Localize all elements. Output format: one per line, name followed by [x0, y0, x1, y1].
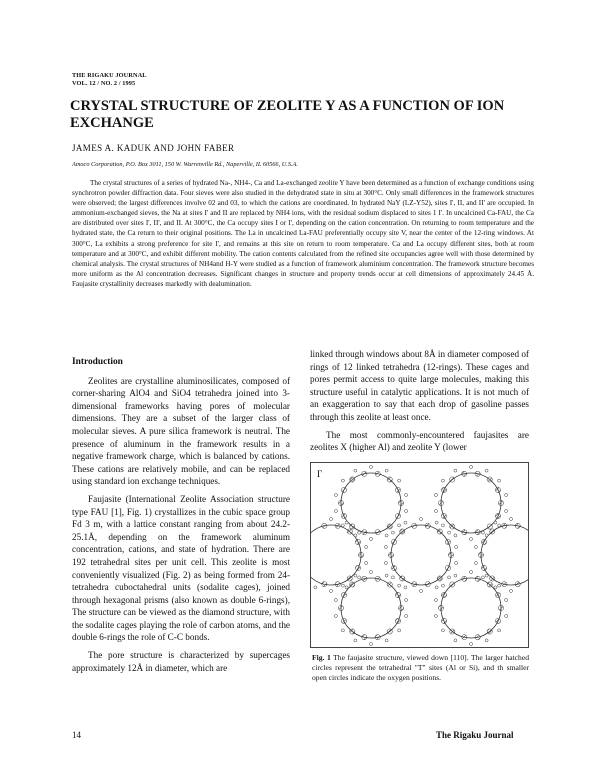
oxygen-site [404, 521, 407, 524]
oxygen-site [354, 639, 357, 642]
tetrahedral-site [338, 500, 343, 505]
oxygen-site [434, 615, 437, 618]
oxygen-site [330, 518, 333, 521]
tetrahedral-site [450, 477, 455, 482]
tetrahedral-site [481, 539, 486, 544]
oxygen-site [330, 590, 333, 593]
oxygen-site [358, 531, 361, 534]
oxygen-site [385, 534, 388, 537]
journal-name: THE RIGAKU JOURNAL [72, 72, 147, 79]
oxygen-site [494, 521, 497, 524]
oxygen-site [470, 538, 473, 541]
tetrahedral-site [350, 582, 355, 587]
tetrahedral-site [462, 576, 467, 581]
oxygen-site [505, 599, 508, 602]
tetrahedral-site [450, 582, 455, 587]
tetrahedral-site [448, 552, 453, 557]
oxygen-site [341, 479, 344, 482]
oxygen-site [434, 494, 437, 497]
tetrahedral-site [437, 529, 442, 534]
tetrahedral-site [515, 582, 520, 587]
tetrahedral-site [395, 487, 400, 492]
oxygen-site [485, 574, 488, 577]
tetrahedral-site [362, 530, 367, 535]
tetrahedral-site [395, 618, 400, 623]
oxygen-site [441, 524, 444, 527]
paper-authors: JAMES A. KADUK AND JOHN FABER [72, 143, 235, 153]
oxygen-site [334, 599, 337, 602]
page-number: 14 [72, 730, 81, 740]
tetrahedral-site [362, 635, 367, 640]
tetrahedral-site [375, 576, 380, 581]
tetrahedral-site [322, 523, 327, 528]
intro-paragraph-5: The most commonly-encountered faujasites are zeolites X (higher Al) and zeolite Y (lower [310, 429, 529, 453]
oxygen-site [334, 494, 337, 497]
oxygen-site [505, 615, 508, 618]
framework-ring [341, 578, 401, 638]
oxygen-site [398, 584, 401, 587]
oxygen-site [498, 629, 501, 632]
tetrahedral-site [502, 523, 507, 528]
oxygen-site [370, 538, 373, 541]
oxygen-site [341, 629, 344, 632]
oxygen-site [454, 574, 457, 577]
oxygen-site [435, 521, 438, 524]
tetrahedral-site [387, 582, 392, 587]
tetrahedral-site [462, 635, 467, 640]
oxygen-site [505, 494, 508, 497]
oxygen-site [354, 574, 357, 577]
tetrahedral-site [481, 565, 486, 570]
tetrahedral-site [391, 539, 396, 544]
tetrahedral-site [441, 487, 446, 492]
tetrahedral-site [438, 605, 443, 610]
oxygen-site [498, 479, 501, 482]
oxygen-site [454, 639, 457, 642]
left-column [72, 356, 290, 679]
tetrahedral-site [341, 618, 346, 623]
oxygen-site [510, 590, 513, 593]
figure-axis-label: Γ [317, 469, 323, 479]
tetrahedral-site [462, 471, 467, 476]
footer-journal-name: The Rigaku Journal [436, 730, 514, 740]
oxygen-site [354, 534, 357, 537]
oxygen-site [405, 510, 408, 513]
tetrahedral-site [387, 629, 392, 634]
tetrahedral-site [515, 523, 520, 528]
tetrahedral-site [445, 539, 450, 544]
oxygen-site [481, 576, 484, 579]
tetrahedral-site [350, 477, 355, 482]
oxygen-site [455, 562, 458, 565]
tetrahedral-site [495, 618, 500, 623]
oxygen-site [485, 469, 488, 472]
oxygen-site [494, 586, 497, 589]
oxygen-site [345, 521, 348, 524]
journal-header [72, 72, 147, 88]
framework-ring [441, 473, 501, 533]
oxygen-site [370, 571, 373, 574]
paper-affiliation: Amoco Corporation, P.O. Box 3011, 150 W. Warrenville Rd., Naperville, IL 60566, U.S.A. [72, 161, 298, 168]
tetrahedral-site [355, 539, 360, 544]
oxygen-site [448, 531, 451, 534]
tetrahedral-site [341, 487, 346, 492]
oxygen-site [441, 479, 444, 482]
figure-caption [312, 653, 529, 684]
tetrahedral-site [398, 500, 403, 505]
tetrahedral-site [335, 523, 340, 528]
oxygen-site [441, 629, 444, 632]
tetrahedral-site [387, 524, 392, 529]
tetrahedral-site [341, 513, 346, 518]
tetrahedral-site [462, 530, 467, 535]
tetrahedral-site [495, 513, 500, 518]
intro-paragraph-2: Faujasite (International Zeolite Association structure type FAU [1], Fig. 1) crystallizes in the cubic space group Fd 3 m, with a lattice constant ranging from about 24.2-25.1Å, depending on the framework aluminum concentration, cations, and state of hydration. There are 192 tetrahedral sites per unit cell. This zeolite is most conveniently visualized (Fig. 2) as being formed from 24-tetrahedra cuboctahedral units (sodalite cages), joined through hexagonal prisms (also known as double 6-rings), The structure can be viewed as the diamond structure, with the sodalite cages playing the role of carbon atoms, and the double 6-rings the role of C-C bonds. [72, 493, 290, 643]
paper-title: CRYSTAL STRUCTURE OF ZEOLITE Y AS A FUNCTION OF ION EXCHANGE [70, 98, 505, 131]
oxygen-site [470, 643, 473, 646]
oxygen-site [435, 586, 438, 589]
framework-ring [311, 525, 361, 585]
oxygen-site [398, 479, 401, 482]
tetrahedral-site [322, 582, 327, 587]
oxygen-site [385, 574, 388, 577]
oxygen-site [358, 576, 361, 579]
framework-ring [391, 525, 451, 585]
oxygen-site [391, 531, 394, 534]
abstract: The crystal structures of a series of hydrated Na-, NH4-, Ca and La-exchanged zeolite Y have been determined as a function of exchange conditions using synchrotron powder diffraction data. Four sieves were also studied in the dehydrated state in situ at 300°C. Only small differences in the framework structures were observed; the largest differences involve 02 and 03, to which the cations are coordinated. In hydrated NaY (LZ-Y52), sites I', II, and II' are occupied. In ammonium-exchanged sieves, the Na at sites I' and II are replaced by NH4 ions, with the residual sodium displaced to sites 1 I'. In uncalcined Ca-FAU, the Ca are distributed over sites I', II', and II. At 300°C, the Ca occupy sites I or I', depending on the cation concentration. On returning to room temperature and the hydrated state, the Ca return to their original positions. The La in uncalcined La-FAU preferentially occupy site V, near the center of the 12-ring windows. At 300°C, La exhibits a strong preference for site I', and remains at this site on return to room temperature. Ca and La occupy different sites, both at room temperature and at 300°C, and exhibit different mobility. The cation contents calculated from the refined site occupancies agree well with those determined by chemical analysis. The crystal structures of NH4and H-Y were studied as a function of framework aluminium concentration. The framework structure becomes more uniform as the Al concentration decreases. Significant changes in structure and property trends occur at cell dimensions of approximately 24.45 Å. Faujasite crystallinity decreases markedly with dealumination. [72, 179, 534, 288]
oxygen-site [370, 643, 373, 646]
tetrahedral-site [478, 552, 483, 557]
framework-ring [341, 473, 401, 533]
tetrahedral-site [350, 629, 355, 634]
tetrahedral-site [400, 576, 405, 581]
tetrahedral-site [395, 592, 400, 597]
oxygen-site [391, 576, 394, 579]
tetrahedral-site [487, 582, 492, 587]
tetrahedral-site [425, 523, 430, 528]
oxygen-site [365, 562, 368, 565]
tetrahedral-site [350, 524, 355, 529]
tetrahedral-site [362, 471, 367, 476]
oxygen-site [498, 524, 501, 527]
tetrahedral-site [355, 565, 360, 570]
tetrahedral-site [398, 605, 403, 610]
tetrahedral-site [335, 582, 340, 587]
oxygen-site [474, 562, 477, 565]
tetrahedral-site [341, 592, 346, 597]
oxygen-site [485, 639, 488, 642]
faujasite-structure-drawing [311, 463, 528, 647]
tetrahedral-site [391, 565, 396, 570]
tetrahedral-site [450, 524, 455, 529]
intro-paragraph-3: The pore structure is characterized by supercages approximately 12Å in diameter, which are [72, 650, 290, 673]
oxygen-site [470, 571, 473, 574]
oxygen-site [405, 615, 408, 618]
oxygen-site [405, 494, 408, 497]
journal-volume: VOL. 12 / NO. 2 / 1995 [72, 80, 136, 87]
oxygen-site [398, 524, 401, 527]
tetrahedral-site [490, 529, 495, 534]
intro-paragraph-4: linked through windows about 8Å in diameter composed of rings of 12 linked tetrahedra (12-rings). These cages and pores permit access to quite large molecules, making this structure useful in catalytic applications. It is not much of an exaggeration to say that each drop of gasoline passes through this zeolite at least once. [310, 349, 529, 422]
oxygen-site [354, 469, 357, 472]
oxygen-site [420, 590, 423, 593]
figure-caption-text: The faujasite structure, viewed down [110]. The larger hatched circles represent the tetrahedral "T" sites (Al or Si), and th smaller open circles indicate the oxygen positions. [312, 653, 530, 683]
tetrahedral-site [437, 576, 442, 581]
oxygen-site [334, 510, 337, 513]
oxygen-site [470, 466, 473, 469]
tetrahedral-site [495, 487, 500, 492]
oxygen-site [448, 576, 451, 579]
tetrahedral-site [487, 524, 492, 529]
tetrahedral-site [498, 605, 503, 610]
oxygen-site [314, 586, 317, 589]
tetrahedral-site [441, 618, 446, 623]
tetrahedral-site [475, 530, 480, 535]
oxygen-site [384, 546, 387, 549]
tetrahedral-site [495, 592, 500, 597]
oxygen-site [345, 586, 348, 589]
oxygen-site [404, 586, 407, 589]
tetrahedral-site [487, 629, 492, 634]
oxygen-site [454, 469, 457, 472]
oxygen-site [434, 599, 437, 602]
intro-paragraph-1: Zeolites are crystalline aluminosilicates, composed of corner-sharing AlO4 and SiO4 tetrahedra joined into 3-dimensional frameworks having pores of molecular dimensions. They are a subset of the larger class of molecular sieves. A pure silica framework is neutral. The presence of aluminum in the framework results in a negative framework charge, which is balanced by cations. These cations are relatively mobile, and can be replaced using standard ion exchange techniques. [72, 375, 290, 487]
tetrahedral-site [498, 500, 503, 505]
oxygen-site [485, 534, 488, 537]
tetrahedral-site [487, 477, 492, 482]
tetrahedral-site [425, 582, 430, 587]
tetrahedral-site [441, 513, 446, 518]
oxygen-site [454, 534, 457, 537]
oxygen-site [481, 531, 484, 534]
oxygen-site [405, 599, 408, 602]
tetrahedral-site [412, 523, 417, 528]
tetrahedral-site [387, 477, 392, 482]
right-column [310, 348, 529, 459]
oxygen-site [365, 546, 368, 549]
figure-label: Fig. 1 [312, 653, 331, 662]
oxygen-site [505, 510, 508, 513]
oxygen-site [434, 510, 437, 513]
tetrahedral-site [338, 605, 343, 610]
tetrahedral-site [502, 582, 507, 587]
tetrahedral-site [445, 565, 450, 570]
framework-ring [441, 578, 501, 638]
oxygen-site [455, 546, 458, 549]
tetrahedral-site [450, 629, 455, 634]
tetrahedral-site [475, 576, 480, 581]
tetrahedral-site [490, 576, 495, 581]
tetrahedral-site [375, 530, 380, 535]
tetrahedral-site [441, 592, 446, 597]
oxygen-site [384, 562, 387, 565]
oxygen-site [385, 639, 388, 642]
oxygen-site [420, 518, 423, 521]
tetrahedral-site [438, 500, 443, 505]
tetrahedral-site [475, 635, 480, 640]
oxygen-site [334, 615, 337, 618]
tetrahedral-site [362, 576, 367, 581]
tetrahedral-site [347, 576, 352, 581]
oxygen-site [398, 629, 401, 632]
tetrahedral-site [358, 552, 363, 557]
tetrahedral-site [412, 582, 417, 587]
tetrahedral-site [395, 513, 400, 518]
tetrahedral-site [475, 471, 480, 476]
tetrahedral-site [388, 552, 393, 557]
oxygen-site [441, 584, 444, 587]
tetrahedral-site [375, 471, 380, 476]
oxygen-site [474, 546, 477, 549]
figure-faujasite [310, 462, 529, 648]
oxygen-site [341, 584, 344, 587]
tetrahedral-site [400, 529, 405, 534]
oxygen-site [510, 518, 513, 521]
oxygen-site [498, 584, 501, 587]
tetrahedral-site [347, 529, 352, 534]
oxygen-site [370, 466, 373, 469]
oxygen-site [385, 469, 388, 472]
section-heading: Introduction [72, 357, 123, 367]
tetrahedral-site [375, 635, 380, 640]
oxygen-site [341, 524, 344, 527]
